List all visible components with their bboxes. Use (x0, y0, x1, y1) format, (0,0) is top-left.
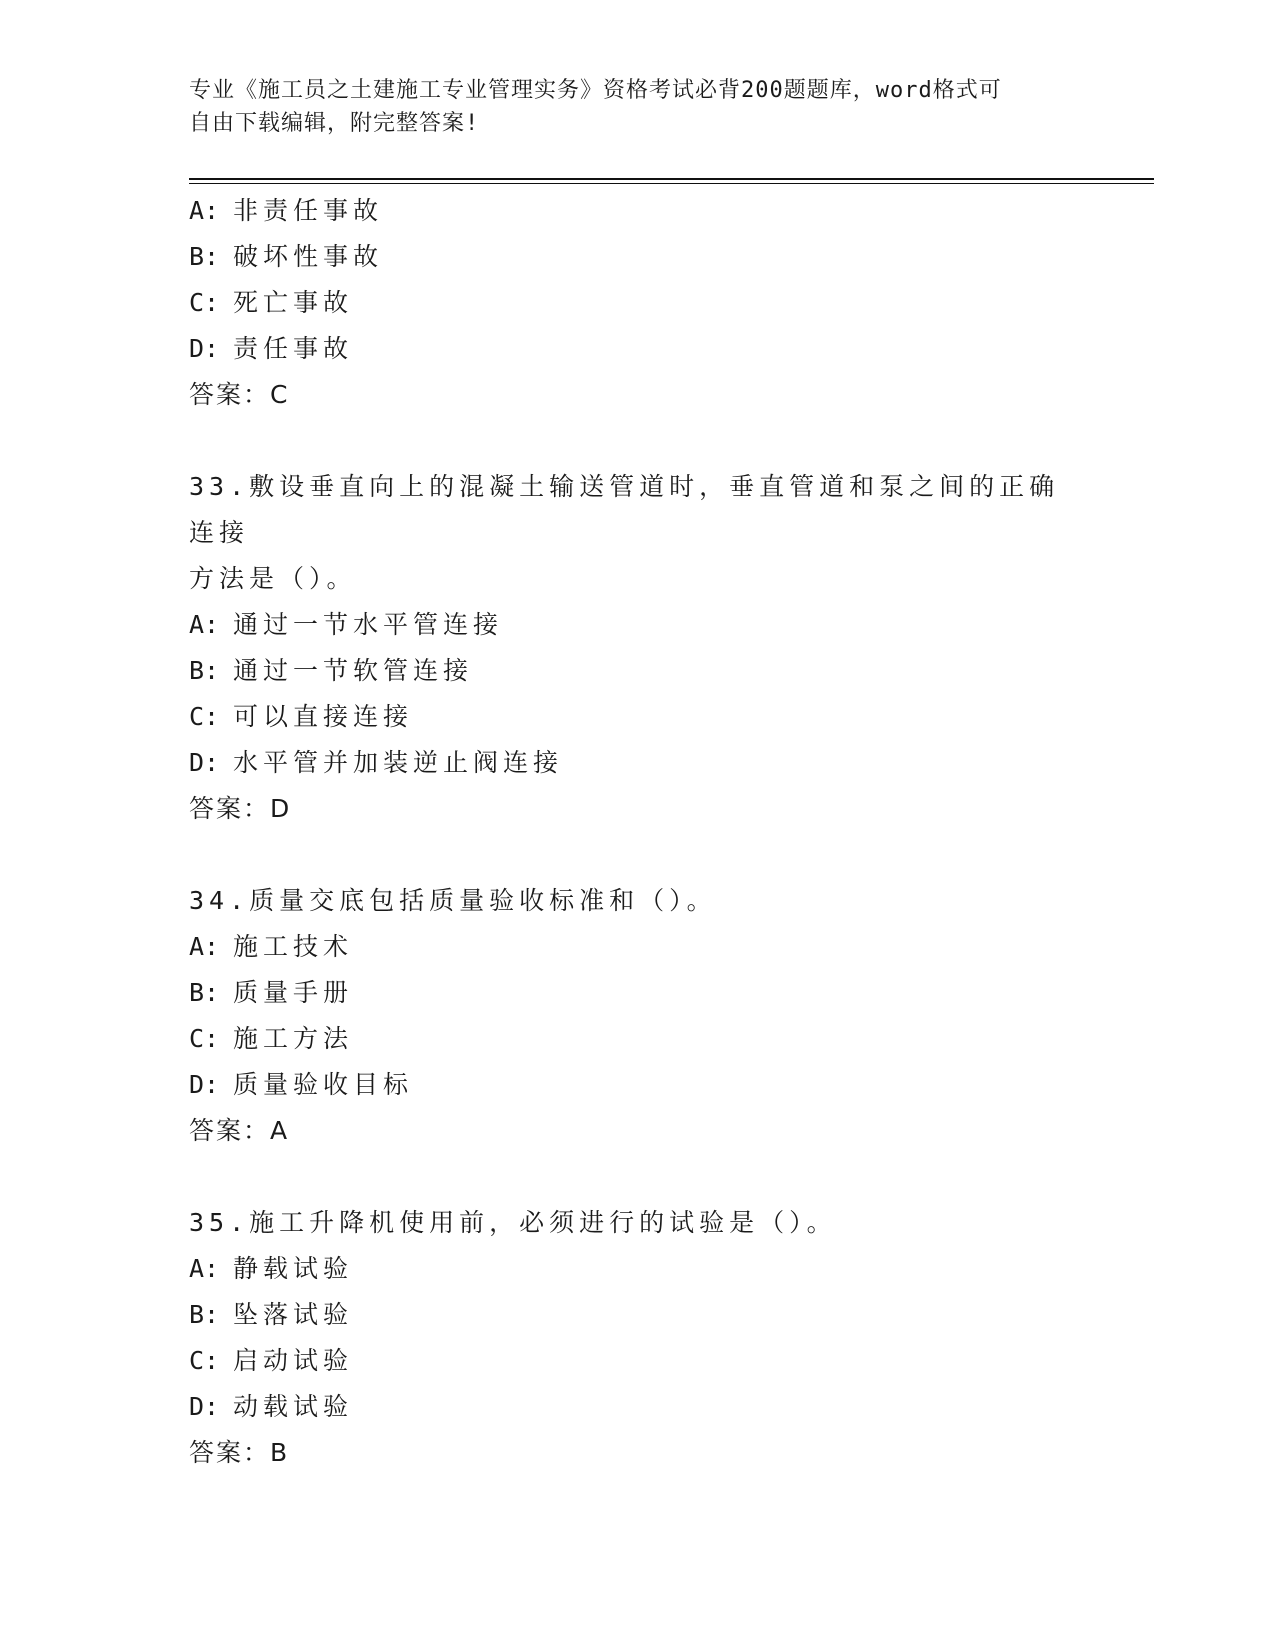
option-label: B: (189, 1300, 220, 1329)
option-label: D: (189, 1070, 220, 1099)
answer-line: 答案：C (189, 380, 290, 409)
option-a (189, 924, 1089, 970)
option-text: 质量验收目标 (233, 1070, 414, 1099)
option-text: 破坏性事故 (233, 242, 384, 271)
question-list (189, 188, 1089, 1476)
answer-line: 答案：B (189, 1438, 290, 1467)
option-text: 责任事故 (233, 334, 354, 363)
answer-line: 答案：D (189, 794, 292, 823)
option-d (189, 326, 1089, 372)
option-text: 施工技术 (233, 932, 354, 961)
option-b (189, 1292, 1089, 1338)
header-divider-thin (189, 183, 1154, 184)
option-b (189, 970, 1089, 1016)
option-b (189, 648, 1089, 694)
option-text: 质量手册 (233, 978, 354, 1007)
option-d (189, 1062, 1089, 1108)
option-text: 通过一节水平管连接 (233, 610, 504, 639)
option-label: A: (189, 932, 220, 961)
question-stem (189, 878, 1089, 924)
question-stem-line1: 34.质量交底包括质量验收标准和（）。 (189, 886, 717, 915)
option-text: 非责任事故 (233, 196, 384, 225)
option-label: D: (189, 748, 220, 777)
question-34 (189, 878, 1089, 1154)
question-32 (189, 188, 1089, 418)
option-text: 通过一节软管连接 (233, 656, 474, 685)
option-d (189, 1384, 1089, 1430)
option-d (189, 740, 1089, 786)
option-a (189, 188, 1089, 234)
option-c (189, 694, 1089, 740)
option-label: D: (189, 1392, 220, 1421)
header-divider-thick (189, 178, 1154, 180)
header-title-line2: 自由下载编辑，附完整答案! (189, 111, 480, 136)
option-label: A: (189, 610, 220, 639)
option-text: 死亡事故 (233, 288, 354, 317)
option-b (189, 234, 1089, 280)
option-text: 施工方法 (233, 1024, 354, 1053)
option-label: C: (189, 702, 220, 731)
option-label: B: (189, 242, 220, 271)
option-label: C: (189, 1024, 220, 1053)
spacer (189, 1154, 1089, 1200)
option-text: 坠落试验 (233, 1300, 354, 1329)
question-33 (189, 464, 1089, 832)
question-stem-line1: 33.敷设垂直向上的混凝土输送管道时，垂直管道和泵之间的正确连接 (189, 472, 1060, 547)
option-c (189, 1016, 1089, 1062)
option-text: 静载试验 (233, 1254, 354, 1283)
option-label: B: (189, 656, 220, 685)
option-text: 启动试验 (233, 1346, 354, 1375)
option-text: 水平管并加装逆止阀连接 (233, 748, 564, 777)
question-stem (189, 464, 1089, 602)
option-label: B: (189, 978, 220, 1007)
option-label: A: (189, 196, 220, 225)
spacer (189, 418, 1089, 464)
document-header (189, 74, 1069, 140)
option-text: 可以直接连接 (233, 702, 414, 731)
option-text: 动载试验 (233, 1392, 354, 1421)
option-c (189, 1338, 1089, 1384)
option-label: A: (189, 1254, 220, 1283)
option-label: D: (189, 334, 220, 363)
question-stem (189, 1200, 1089, 1246)
question-stem-line1: 35.施工升降机使用前，必须进行的试验是（）。 (189, 1208, 837, 1237)
option-label: C: (189, 1346, 220, 1375)
answer-line: 答案：A (189, 1116, 290, 1145)
option-a (189, 1246, 1089, 1292)
option-c (189, 280, 1089, 326)
header-title-line1: 专业《施工员之土建施工专业管理实务》资格考试必背200题题库，word格式可 (189, 78, 1002, 103)
spacer (189, 832, 1089, 878)
question-stem-line2: 方法是（）。 (189, 564, 357, 593)
option-label: C: (189, 288, 220, 317)
option-a (189, 602, 1089, 648)
question-35 (189, 1200, 1089, 1476)
